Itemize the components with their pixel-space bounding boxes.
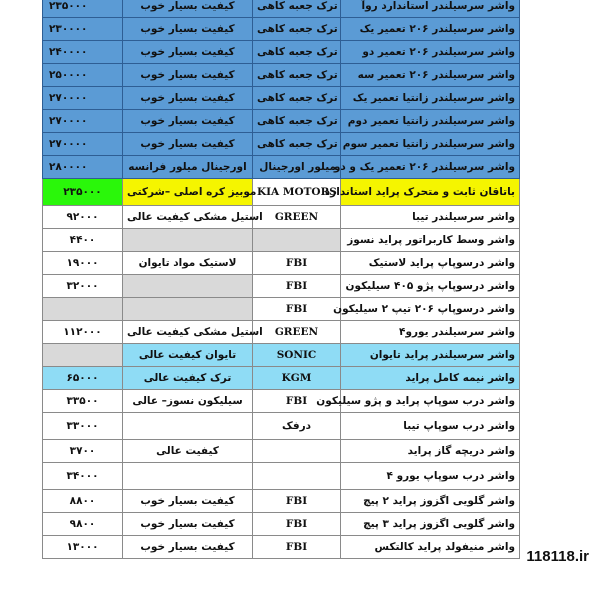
- product-name-cell: واشر دریچه گاز پراید: [341, 440, 520, 463]
- price-cell: ۲۴۰۰۰۰: [43, 41, 123, 64]
- quality-cell: [123, 298, 253, 321]
- price-cell: ۲۷۰۰۰۰: [43, 133, 123, 156]
- brand-cell: FBI: [253, 490, 341, 513]
- quality-cell: کیفیت بسیار خوب: [123, 64, 253, 87]
- brand-cell: GREEN: [253, 321, 341, 344]
- price-cell: ۲۸۰۰۰۰: [43, 156, 123, 179]
- product-name-cell: واشر درب سوپاپ یورو ۴: [341, 463, 520, 490]
- brand-cell: درفک: [253, 413, 341, 440]
- brand-cell: KGM: [253, 367, 341, 390]
- product-name-cell: واشر گلویی اگزوز پراید ۳ پیچ: [341, 513, 520, 536]
- brand-logo-text: KIA MOTORS: [253, 179, 341, 206]
- table-row: [43, 390, 520, 413]
- brand-cell: [253, 463, 341, 490]
- product-name-cell: واشر سرسیلندر زانتیا تعمیر سوم: [341, 133, 520, 156]
- price-cell: ۲۷۰۰۰۰: [43, 87, 123, 110]
- product-name-cell: واشر درب سوپاپ پراید و پژو سیلیکون: [341, 390, 520, 413]
- price-cell: ۳۷۰۰: [43, 440, 123, 463]
- quality-cell: کیفیت عالی: [123, 440, 253, 463]
- brand-cell: ترک جعبه کاهی: [253, 18, 341, 41]
- price-cell: ۳۴۰۰۰: [43, 463, 123, 490]
- quality-cell: ترک کیفیت عالی: [123, 367, 253, 390]
- brand-cell: [253, 440, 341, 463]
- product-name-cell: واشر درسوپاپ پراید لاستیک: [341, 252, 520, 275]
- price-cell: ۲۳۵۰۰۰: [43, 0, 123, 18]
- price-table: [42, 0, 520, 559]
- quality-cell: [123, 229, 253, 252]
- product-name-cell: واشر سرسیلندر ۲۰۶ تعمیر دو: [341, 41, 520, 64]
- price-cell: ۲۷۰۰۰۰: [43, 110, 123, 133]
- table-row: [43, 206, 520, 229]
- product-name-cell: واشر گلویی اگزوز پراید ۲ پیچ: [341, 490, 520, 513]
- table-row: [43, 252, 520, 275]
- product-name-cell: واشر نیمه کامل پراید: [341, 367, 520, 390]
- table-row: [43, 64, 520, 87]
- brand-cell: ترک جعبه کاهی: [253, 87, 341, 110]
- price-cell: ۲۵۰۰۰۰: [43, 64, 123, 87]
- product-name-cell: واشر درب سوپاپ تیبا: [341, 413, 520, 440]
- quality-cell: کیفیت بسیار خوب: [123, 490, 253, 513]
- quality-cell: لاستیک مواد تایوان: [123, 252, 253, 275]
- quality-cell: استیل مشکی کیفیت عالی: [123, 321, 253, 344]
- price-cell: ۹۸۰۰: [43, 513, 123, 536]
- quality-cell: کیفیت بسیار خوب: [123, 0, 253, 18]
- quality-cell: کیفیت بسیار خوب: [123, 18, 253, 41]
- price-cell: ۳۳۵۰۰: [43, 390, 123, 413]
- brand-cell: میلور اورجینال: [253, 156, 341, 179]
- table-row: [43, 133, 520, 156]
- quality-cell: [123, 413, 253, 440]
- quality-cell: کیفیت بسیار خوب: [123, 536, 253, 559]
- product-name-cell: واشر سرسیلندر زانتیا تعمیر یک: [341, 87, 520, 110]
- product-name-cell: واشر سرسیلندر ۲۰۶ تعمیر سه: [341, 64, 520, 87]
- brand-cell: ترک جعبه کاهی: [253, 133, 341, 156]
- brand-cell: ترک جعبه کاهی: [253, 41, 341, 64]
- brand-cell: ترک جعبه کاهی: [253, 0, 341, 18]
- price-cell: ۴۴۰۰: [43, 229, 123, 252]
- table-row: [43, 513, 520, 536]
- table-row: [43, 440, 520, 463]
- quality-cell: [123, 463, 253, 490]
- brand-cell: FBI: [253, 536, 341, 559]
- price-cell: ۹۲۰۰۰: [43, 206, 123, 229]
- table-row: [43, 463, 520, 490]
- table-row: [43, 110, 520, 133]
- quality-cell: کیفیت بسیار خوب: [123, 41, 253, 64]
- price-cell: ۶۵۰۰۰: [43, 367, 123, 390]
- price-cell: [43, 344, 123, 367]
- quality-cell: استیل مشکی کیفیت عالی: [123, 206, 253, 229]
- table-row: [43, 490, 520, 513]
- table-row: [43, 367, 520, 390]
- table-row: [43, 41, 520, 64]
- quality-cell: تایوان کیفیت عالی: [123, 344, 253, 367]
- product-name-cell: واشر سرسیلندر پراید تایوان: [341, 344, 520, 367]
- price-cell: ۸۸۰۰: [43, 490, 123, 513]
- table-row: [43, 156, 520, 179]
- brand-cell: FBI: [253, 513, 341, 536]
- quality-cell: کیفیت بسیار خوب: [123, 513, 253, 536]
- product-name-cell: واشر سرسیلندر ۲۰۶ تعمیر یک: [341, 18, 520, 41]
- price-cell: [43, 298, 123, 321]
- quality-cell: سیلیکون نسوز– عالی: [123, 390, 253, 413]
- product-name-cell: واشر سرسیلندر تیبا: [341, 206, 520, 229]
- brand-cell: FBI: [253, 275, 341, 298]
- brand-cell: SONIC: [253, 344, 341, 367]
- product-name-cell: باتاقان ثابت و متحرک پراید استاندارد: [341, 179, 520, 206]
- price-cell: ۱۹۰۰۰: [43, 252, 123, 275]
- price-cell: ۲۳۰۰۰۰: [43, 18, 123, 41]
- quality-cell: کیفیت بسیار خوب: [123, 110, 253, 133]
- table-row: [43, 179, 520, 206]
- brand-cell: GREEN: [253, 206, 341, 229]
- quality-cell: [123, 275, 253, 298]
- table-row: [43, 275, 520, 298]
- product-name-cell: واشر سرسیلندر زانتیا تعمیر دوم: [341, 110, 520, 133]
- price-cell: ۱۱۲۰۰۰: [43, 321, 123, 344]
- brand-cell: FBI: [253, 298, 341, 321]
- product-name-cell: واشر منیفولد پراید کالتکس: [341, 536, 520, 559]
- table-row: [43, 229, 520, 252]
- price-cell: ۲۳۵۰۰۰: [43, 179, 123, 206]
- product-name-cell: واشر درسوپاپ پژو ۴۰۵ سیلیکون: [341, 275, 520, 298]
- quality-cell: کیفیت بسیار خوب: [123, 87, 253, 110]
- quality-cell: اورجینال میلور فرانسه: [123, 156, 253, 179]
- product-name-cell: واشر سرسیلندر یورو۴: [341, 321, 520, 344]
- table-row: [43, 536, 520, 559]
- table-row: [43, 413, 520, 440]
- quality-cell: موبیز کره اصلی –شرکتی: [123, 179, 253, 206]
- site-watermark: 118118.ir: [523, 548, 592, 565]
- price-cell: ۳۳۰۰۰: [43, 413, 123, 440]
- quality-cell: کیفیت بسیار خوب: [123, 133, 253, 156]
- price-cell: ۱۳۰۰۰: [43, 536, 123, 559]
- table-row: [43, 298, 520, 321]
- product-name-cell: واشر سرسیلندر ۲۰۶ تعمیر یک و دو: [341, 156, 520, 179]
- brand-cell: ترک جعبه کاهی: [253, 110, 341, 133]
- price-cell: ۳۲۰۰۰: [43, 275, 123, 298]
- product-name-cell: واشر وسط کاربراتور پراید نسوز: [341, 229, 520, 252]
- brand-cell: FBI: [253, 252, 341, 275]
- table-row: [43, 18, 520, 41]
- brand-cell: ترک جعبه کاهی: [253, 64, 341, 87]
- product-name-cell: واشر درسوپاپ ۲۰۶ تیپ ۲ سیلیکون: [341, 298, 520, 321]
- table-row: [43, 344, 520, 367]
- table-row: [43, 87, 520, 110]
- table-row: [43, 321, 520, 344]
- brand-cell: [253, 229, 341, 252]
- table-row: [43, 0, 520, 18]
- price-sheet: [42, 0, 519, 559]
- product-name-cell: واشر سرسیلندر استاندارد روآ: [341, 0, 520, 18]
- brand-cell: FBI: [253, 390, 341, 413]
